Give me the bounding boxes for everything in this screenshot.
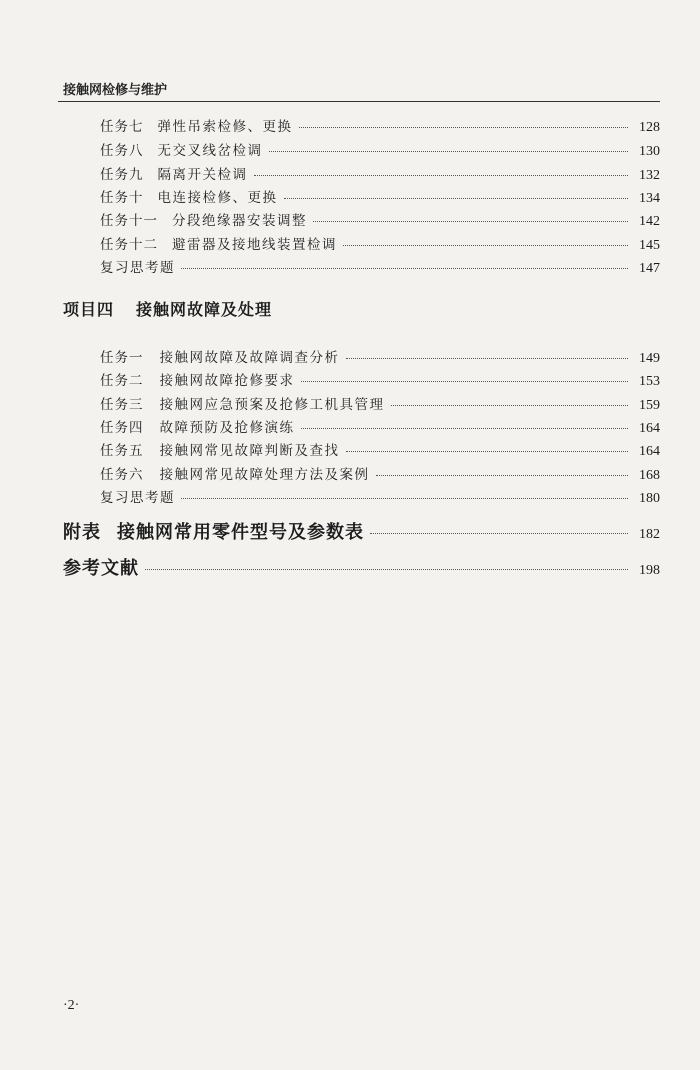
toc-entry-title: 避雷器及接地线装置检调 [172,237,337,253]
dot-leader [313,221,628,222]
toc-page-number: 182 [639,527,660,542]
toc-page-number: 164 [639,421,660,436]
toc-task-number: 任务三 [100,397,144,413]
toc-task-number: 任务一 [100,350,144,366]
toc-entry[interactable] [100,233,660,254]
toc-entry-review[interactable] [100,486,660,507]
dot-leader [301,428,629,429]
toc-task-number: 任务七 [100,119,144,135]
toc-entry-title: 隔离开关检调 [157,167,248,183]
dot-leader [284,198,629,199]
dot-leader [301,381,629,382]
toc-task-number: 任务十一 [100,213,158,229]
references-title: 参考文献 [63,558,139,579]
dot-leader [269,151,629,152]
toc-entry-title: 接触网常见故障处理方法及案例 [159,467,370,483]
toc-entry[interactable] [100,369,660,390]
dot-leader [145,569,628,570]
toc-entry-title: 复习思考题 [100,490,175,506]
toc-task-number: 任务六 [100,467,144,483]
toc-page-number: 134 [639,191,660,206]
toc-entry-title: 接触网常见故障判断及查找 [159,443,340,459]
toc-entry-title: 复习思考题 [100,260,175,276]
toc-task-number: 任务四 [100,420,144,436]
toc-page-number: 180 [639,491,660,506]
appendix-title: 接触网常用零件型号及参数表 [117,522,364,543]
toc-entry-title: 电连接检修、更换 [157,190,278,206]
toc-page-number: 149 [639,351,660,366]
toc-task-number: 任务十 [100,190,144,206]
dot-leader [376,475,629,476]
toc-entry[interactable] [100,139,660,160]
dot-leader [343,245,628,246]
toc-entry[interactable] [100,186,660,207]
dot-leader [370,533,628,534]
running-header: 接触网检修与维护 [63,83,168,98]
bleed-through-ghost [380,325,398,346]
dot-leader [181,498,628,499]
toc-entry[interactable] [100,163,660,184]
dot-leader [299,127,629,128]
header-rule [58,101,660,102]
toc-page-number: 130 [639,144,660,159]
dot-leader [181,268,628,269]
page-folio: ·2· [63,998,80,1013]
appendix-label: 附表 [63,522,101,543]
dot-leader [254,175,629,176]
toc-page-number: 198 [639,563,660,578]
toc-page-number: 159 [639,398,660,413]
toc-task-number: 任务九 [100,167,144,183]
toc-entry-title: 分段绝缘器安装调整 [172,213,307,229]
dot-leader [391,405,629,406]
toc-page-number: 132 [639,168,660,183]
toc-appendix[interactable] [63,518,660,544]
project-title: 接触网故障及处理 [136,300,273,319]
dot-leader [346,451,629,452]
toc-task-number: 任务五 [100,443,144,459]
toc-entry[interactable] [100,346,660,367]
toc-page-number: 145 [639,238,660,253]
toc-page-number: 164 [639,444,660,459]
toc-entry[interactable] [100,209,660,230]
toc-page-number: 142 [639,214,660,229]
toc-task-number: 任务二 [100,373,144,389]
toc-task-number: 任务八 [100,143,144,159]
toc-entry-title: 接触网故障抢修要求 [159,373,295,389]
toc-entry-title: 无交叉线岔检调 [157,143,263,159]
toc-entry-title: 接触网应急预案及抢修工机具管理 [159,397,385,413]
toc-entry-review[interactable] [100,256,660,277]
toc-entry[interactable] [100,416,660,437]
toc-entry-title: 弹性吊索检修、更换 [157,119,293,135]
toc-page-number: 153 [639,374,660,389]
project-heading[interactable] [63,297,272,320]
toc-task-number: 任务十二 [100,237,158,253]
toc-page-number: 147 [639,261,660,276]
toc-page-number: 128 [639,120,660,135]
toc-entry-title: 接触网故障及故障调查分析 [159,350,340,366]
toc-page-number: 168 [639,468,660,483]
toc-entry[interactable] [100,439,660,460]
dot-leader [346,358,629,359]
toc-entry[interactable] [100,115,660,136]
toc-entry[interactable] [100,393,660,414]
toc-references[interactable] [63,554,660,580]
toc-entry-title: 故障预防及抢修演练 [159,420,295,436]
project-number: 项目四 [63,300,115,319]
toc-entry[interactable] [100,463,660,484]
